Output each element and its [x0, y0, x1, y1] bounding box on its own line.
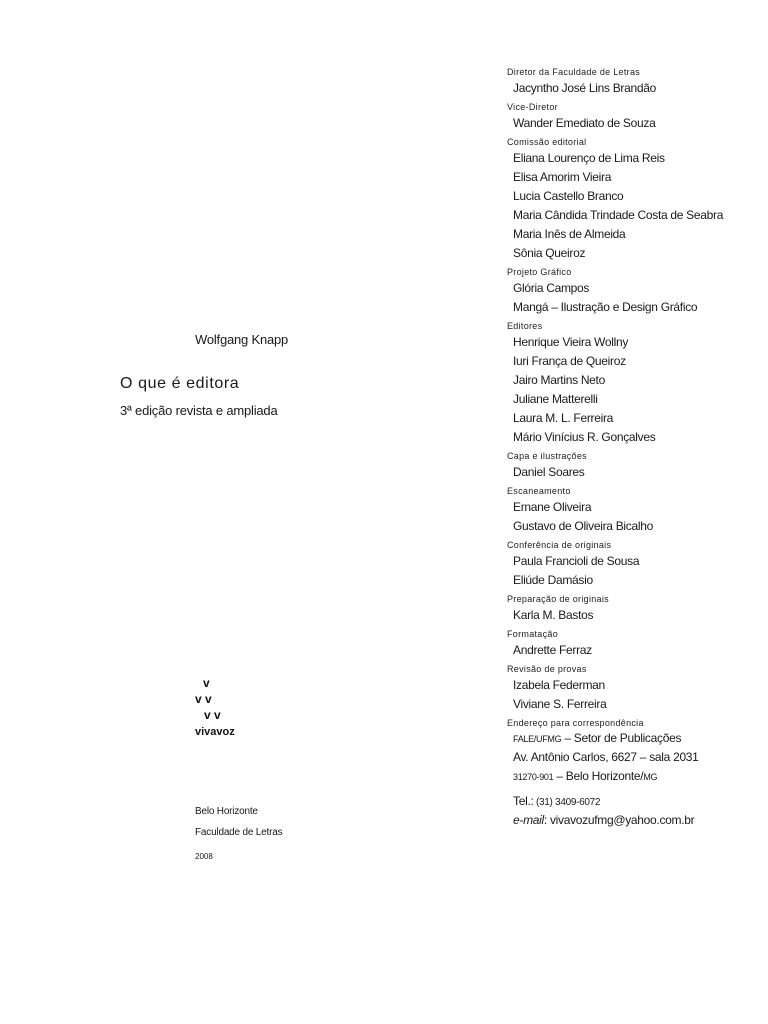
credit-name: Henrique Vieira Wollny: [513, 335, 629, 349]
credit-name: Sônia Queiroz: [513, 246, 586, 260]
imprint-publisher: Faculdade de Letras: [195, 827, 283, 838]
contact-org: [507, 729, 762, 748]
vivavoz-logo-graphic: [195, 676, 255, 740]
credit-name: Andrette Ferraz: [513, 643, 592, 657]
credit-label: Escaneamento: [507, 486, 571, 496]
credit-name: Daniel Soares: [513, 465, 585, 479]
contact-zip-code: 31270-901: [513, 772, 554, 782]
contact-phone-label: Tel.:: [513, 794, 534, 808]
credit-section: [507, 663, 762, 714]
edition-note: 3ª edição revista e ampliada: [120, 403, 278, 418]
credit-label: Preparação de originais: [507, 594, 609, 604]
credit-label: Comissão editorial: [507, 137, 587, 147]
contact-email-label: e-mail: [513, 813, 544, 827]
logo-row-2: v v: [195, 692, 212, 706]
contact-org-name: – Setor de Publicações: [561, 731, 682, 745]
credit-label: Diretor da Faculdade de Letras: [507, 67, 641, 77]
credit-name: Mangá – Ilustração e Design Gráfico: [513, 300, 698, 314]
credit-name: Lucia Castello Branco: [513, 189, 624, 203]
credit-name: Gustavo de Oliveira Bicalho: [513, 519, 653, 533]
contact-city: – Belo Horizonte/: [553, 769, 644, 783]
credit-name: Jairo Martins Neto: [513, 373, 605, 387]
contact-email-address[interactable]: : vivavozufmg@yahoo.com.br: [543, 813, 695, 827]
credit-name: Juliane Matterelli: [513, 392, 598, 406]
credit-label: Vice-Diretor: [507, 102, 558, 112]
contact-label: Endereço para correspondência: [507, 718, 644, 728]
contact-street: Av. Antônio Carlos, 6627 – sala 2031: [513, 750, 699, 764]
logo-row-4: vivavoz: [195, 726, 235, 738]
credit-name: Paula Francioli de Sousa: [513, 554, 640, 568]
credit-label: Projeto Gráfico: [507, 267, 572, 277]
credit-section: [507, 136, 762, 263]
credit-section: [507, 266, 762, 317]
author-name: Wolfgang Knapp: [195, 332, 289, 347]
credit-section: [507, 539, 762, 590]
credit-section: [507, 320, 762, 447]
contact-phone: [507, 792, 762, 811]
credit-label: Conferência de originais: [507, 540, 612, 550]
imprint-city: Belo Horizonte: [195, 806, 258, 817]
credits-column: [507, 66, 762, 833]
credit-name: Eliúde Damásio: [513, 573, 593, 587]
credit-name: Ernane Oliveira: [513, 500, 592, 514]
credit-name: Izabela Federman: [513, 678, 605, 692]
credit-name: Wander Emediato de Souza: [513, 116, 656, 130]
logo-row-1: v: [203, 676, 210, 690]
credit-name: Elisa Amorim Vieira: [513, 170, 612, 184]
credit-name: Laura M. L. Ferreira: [513, 411, 614, 425]
credit-name: Maria Inês de Almeida: [513, 227, 626, 241]
contact-zip: [507, 767, 762, 786]
credit-label: Formatação: [507, 629, 559, 639]
credit-name: Eliana Lourenço de Lima Reis: [513, 151, 665, 165]
book-title: O que é editora: [120, 375, 240, 392]
credit-section: [507, 628, 762, 660]
credit-section: [507, 101, 762, 133]
credit-section: [507, 593, 762, 625]
imprint: [195, 807, 282, 861]
credit-name: Maria Cândida Trindade Costa de Seabra: [513, 208, 724, 222]
credit-name: Glória Campos: [513, 281, 590, 295]
contact-phone-number: (31) 3409-6072: [533, 797, 601, 808]
logo-row-3: v v: [204, 708, 221, 722]
contact-org-abbrev: FALE/UFMG: [513, 734, 562, 744]
credit-label: Editores: [507, 321, 543, 331]
credit-name: Viviane S. Ferreira: [513, 697, 607, 711]
credit-section: [507, 485, 762, 536]
credit-label: Capa e ilustrações: [507, 451, 587, 461]
contact-section: [507, 717, 762, 830]
credit-label: Revisão de provas: [507, 664, 587, 674]
credit-section: [507, 450, 762, 482]
contact-state: MG: [643, 772, 658, 782]
credit-name: Karla M. Bastos: [513, 608, 594, 622]
contact-email: [507, 811, 762, 830]
credit-name: Iuri França de Queiroz: [513, 354, 626, 368]
imprint-year: 2008: [195, 852, 213, 861]
credit-name: Jacyntho José Lins Brandão: [513, 81, 656, 95]
credit-section: [507, 66, 762, 98]
credit-name: Mário Vinícius R. Gonçalves: [513, 430, 656, 444]
vivavoz-logo: [195, 676, 255, 740]
